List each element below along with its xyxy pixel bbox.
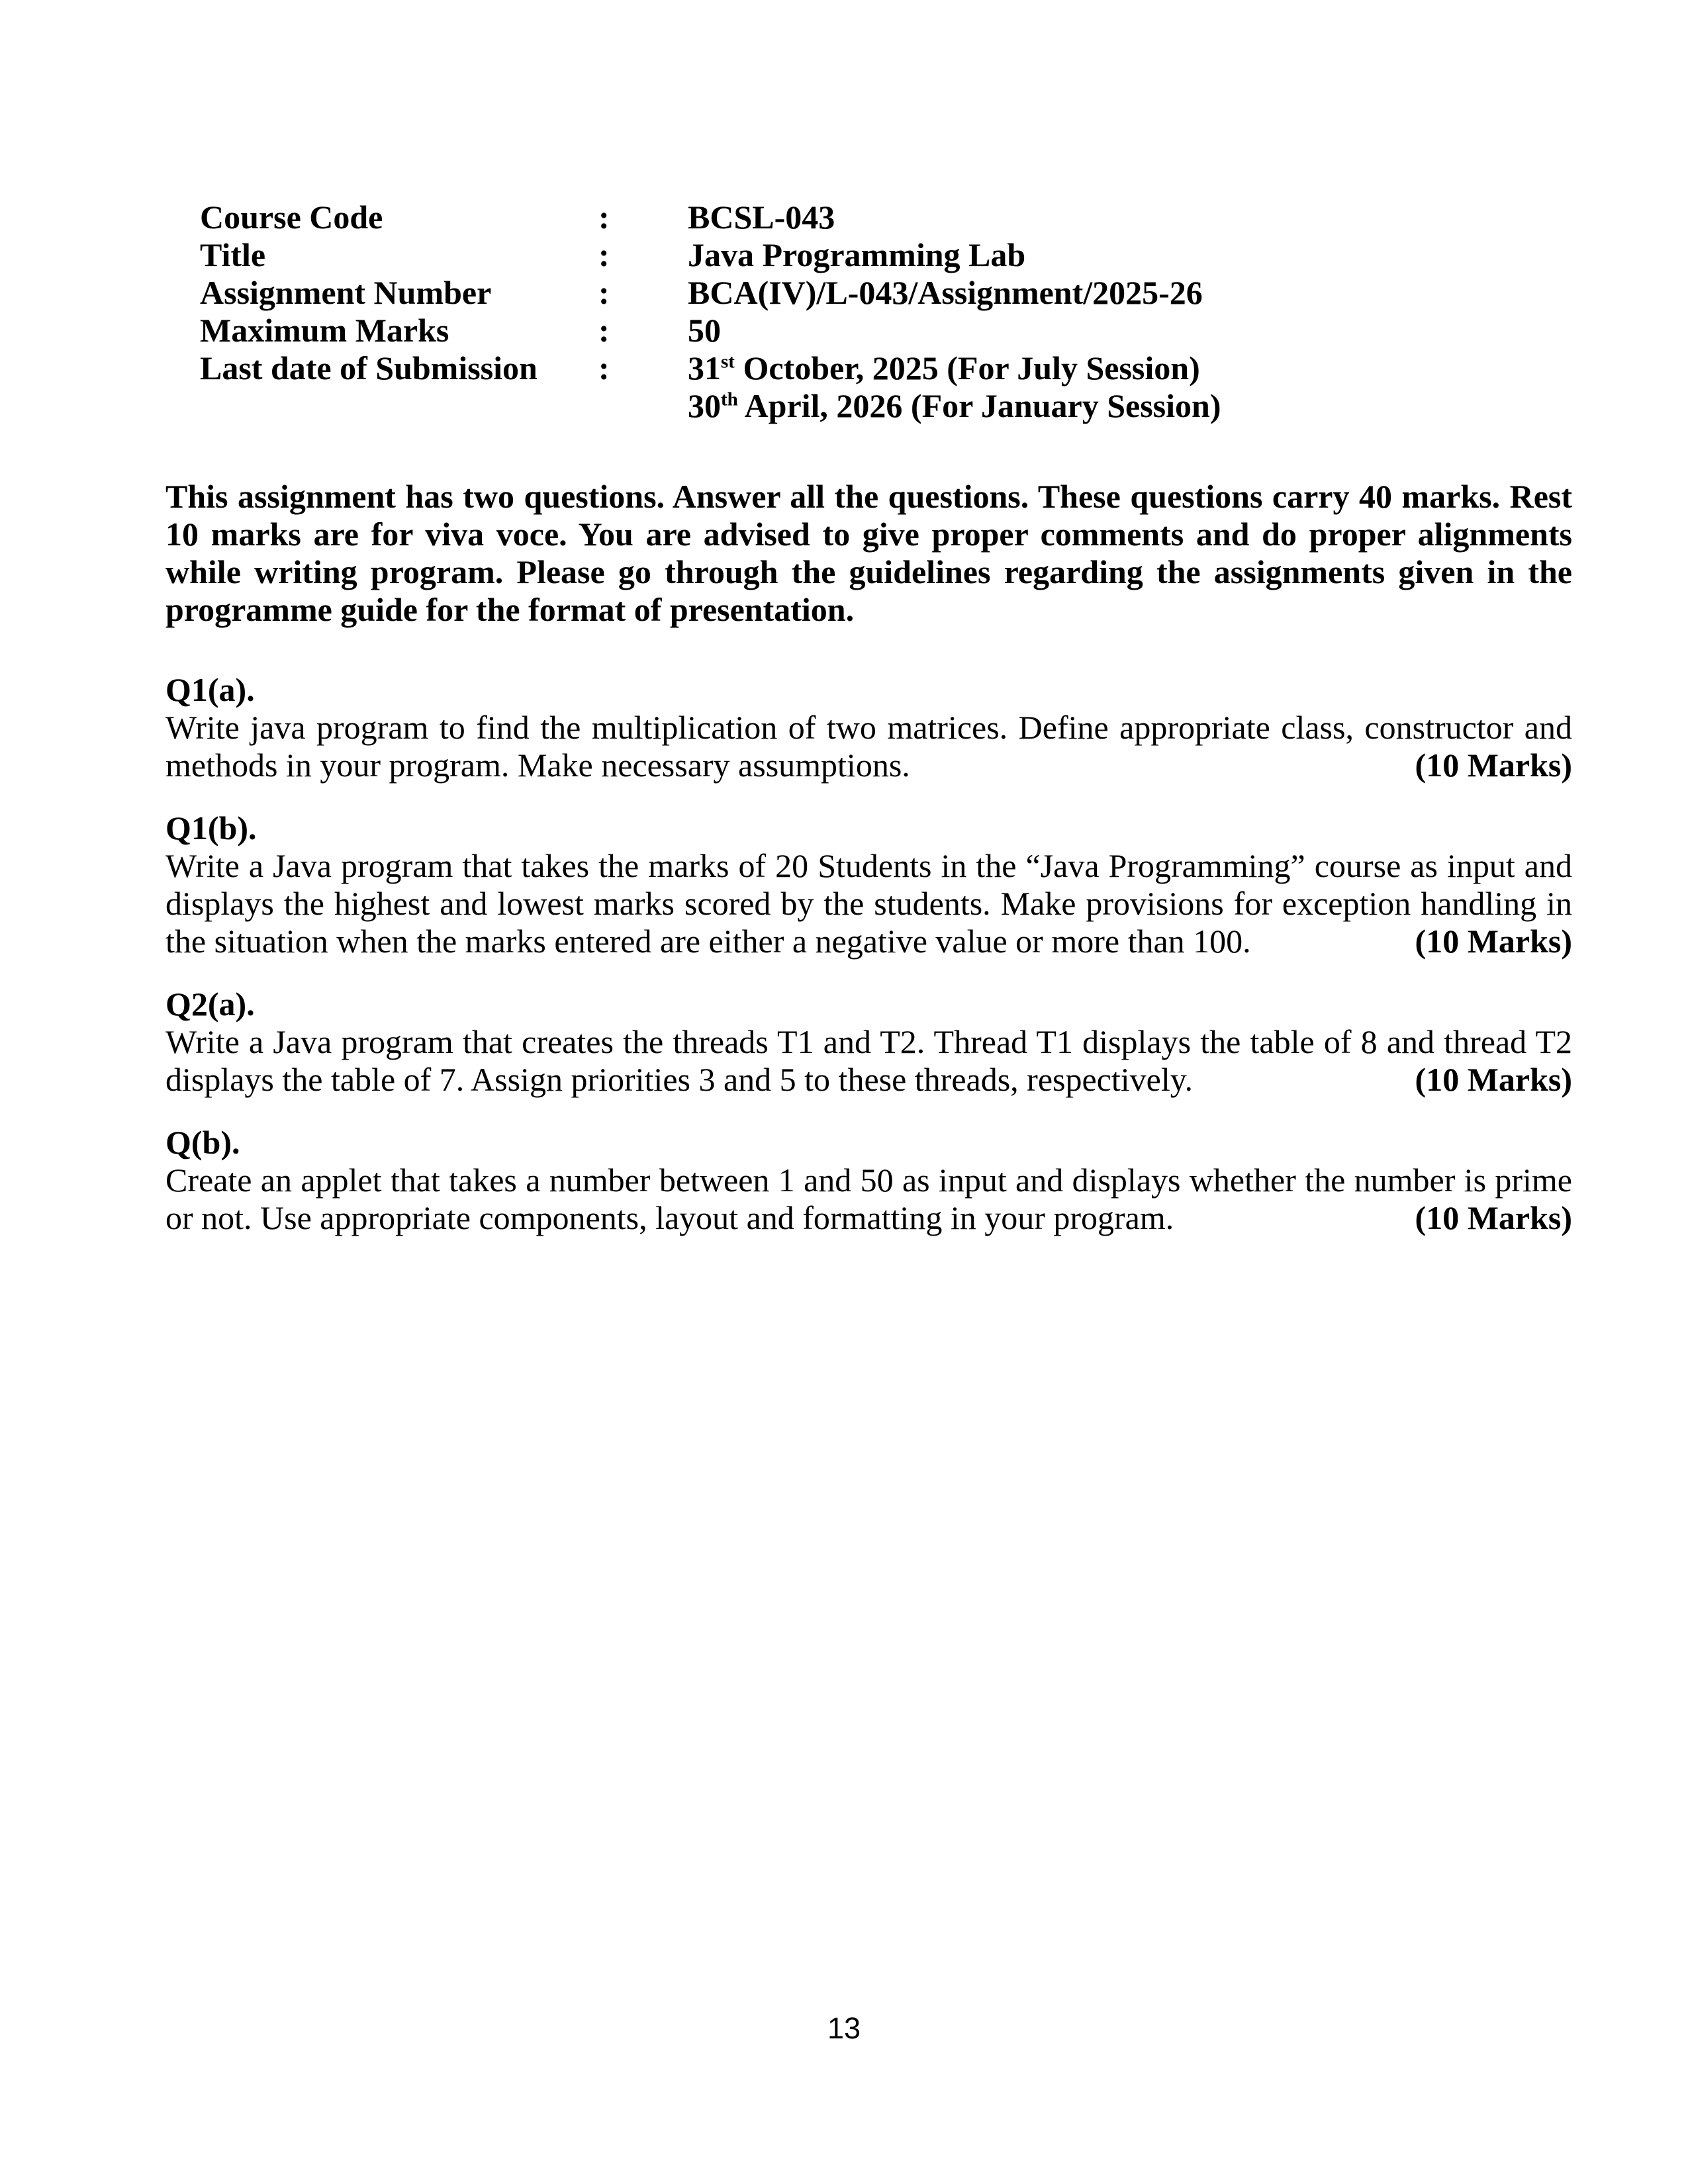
colon-separator: : xyxy=(598,199,610,236)
question-q1a-body xyxy=(165,709,1572,784)
question-q2a-marks: (10 Marks) xyxy=(1415,1061,1572,1098)
colon-separator: : xyxy=(598,349,610,387)
question-qb-heading: Q(b). xyxy=(165,1124,240,1161)
question-q1a xyxy=(165,671,1572,784)
course-code-label: Course Code xyxy=(200,199,383,236)
january-ordinal: th xyxy=(721,388,738,410)
question-qb-text: Create an applet that takes a number between 1 and 50 as input and displays whether the number is prime or not. Use appropriate components, layout and formatting in your program. xyxy=(165,1161,1572,1236)
course-header-block xyxy=(200,199,1572,425)
question-q1b-text: Write a Java program that takes the marks of 20 Students in the “Java Programming” course as input and displays the highest and lowest marks scored by the students. Make provisions for exception handling in the situation when the marks entered are either a negative value or more than 100. xyxy=(165,847,1572,960)
july-ordinal: st xyxy=(721,351,735,373)
page-content xyxy=(165,199,1572,1237)
question-q1b-marks: (10 Marks) xyxy=(1415,923,1572,960)
title-label: Title xyxy=(200,236,266,273)
header-row-title xyxy=(200,236,1572,274)
title-value: Java Programming Lab xyxy=(688,236,1026,273)
maximum-marks-value: 50 xyxy=(688,312,721,349)
july-day: 31 xyxy=(688,349,721,387)
question-q1b-heading: Q1(b). xyxy=(165,809,257,846)
question-q2a-heading: Q2(a). xyxy=(165,985,255,1023)
assignment-number-label: Assignment Number xyxy=(200,274,492,311)
maximum-marks-label: Maximum Marks xyxy=(200,312,449,349)
header-row-assignment-number xyxy=(200,274,1572,312)
header-row-submission-january xyxy=(200,387,1572,425)
question-q1b xyxy=(165,809,1572,960)
empty-colon-cell xyxy=(598,387,688,425)
question-q1a-text: Write java program to find the multiplication of two matrices. Define appropriate class, constructor and methods in your program. Make necessary assumptions. xyxy=(165,709,1572,784)
empty-label-cell xyxy=(200,387,598,425)
colon-separator: : xyxy=(598,312,610,349)
question-q1a-marks: (10 Marks) xyxy=(1415,747,1572,784)
question-qb xyxy=(165,1124,1572,1237)
question-q1b-body xyxy=(165,847,1572,960)
header-row-course-code xyxy=(200,199,1572,236)
submission-date-july xyxy=(688,349,1572,387)
submission-date-january xyxy=(688,387,1572,425)
course-code-value: BCSL-043 xyxy=(688,199,835,236)
colon-separator: : xyxy=(598,236,610,273)
assignment-instructions-paragraph: This assignment has two questions. Answer all the questions. These questions carry 40 marks. Rest 10 marks are for viva voce. You are advised to give proper comments and do proper alignments while writing program. Please go through the guidelines regarding the assignments given in the programme guide for the format of presentation. xyxy=(165,478,1572,628)
question-qb-marks: (10 Marks) xyxy=(1415,1199,1572,1236)
question-q2a-text: Write a Java program that creates the threads T1 and T2. Thread T1 displays the table of 8 and thread T2 displays the table of 7. Assign priorities 3 and 5 to these threads, respectively. xyxy=(165,1023,1572,1098)
question-q1a-heading: Q1(a). xyxy=(165,671,255,708)
july-date-rest: October, 2025 (For July Session) xyxy=(734,349,1200,387)
question-qb-body xyxy=(165,1161,1572,1237)
header-row-submission-july xyxy=(200,349,1572,387)
assignment-number-value: BCA(IV)/L-043/Assignment/2025-26 xyxy=(688,274,1203,311)
january-date-rest: April, 2026 (For January Session) xyxy=(737,387,1221,424)
january-day: 30 xyxy=(688,387,721,424)
question-q2a-body xyxy=(165,1023,1572,1099)
colon-separator: : xyxy=(598,274,610,311)
last-date-label: Last date of Submission xyxy=(200,349,538,387)
header-row-maximum-marks xyxy=(200,312,1572,349)
page-number: 13 xyxy=(827,2011,861,2045)
question-q2a xyxy=(165,985,1572,1099)
